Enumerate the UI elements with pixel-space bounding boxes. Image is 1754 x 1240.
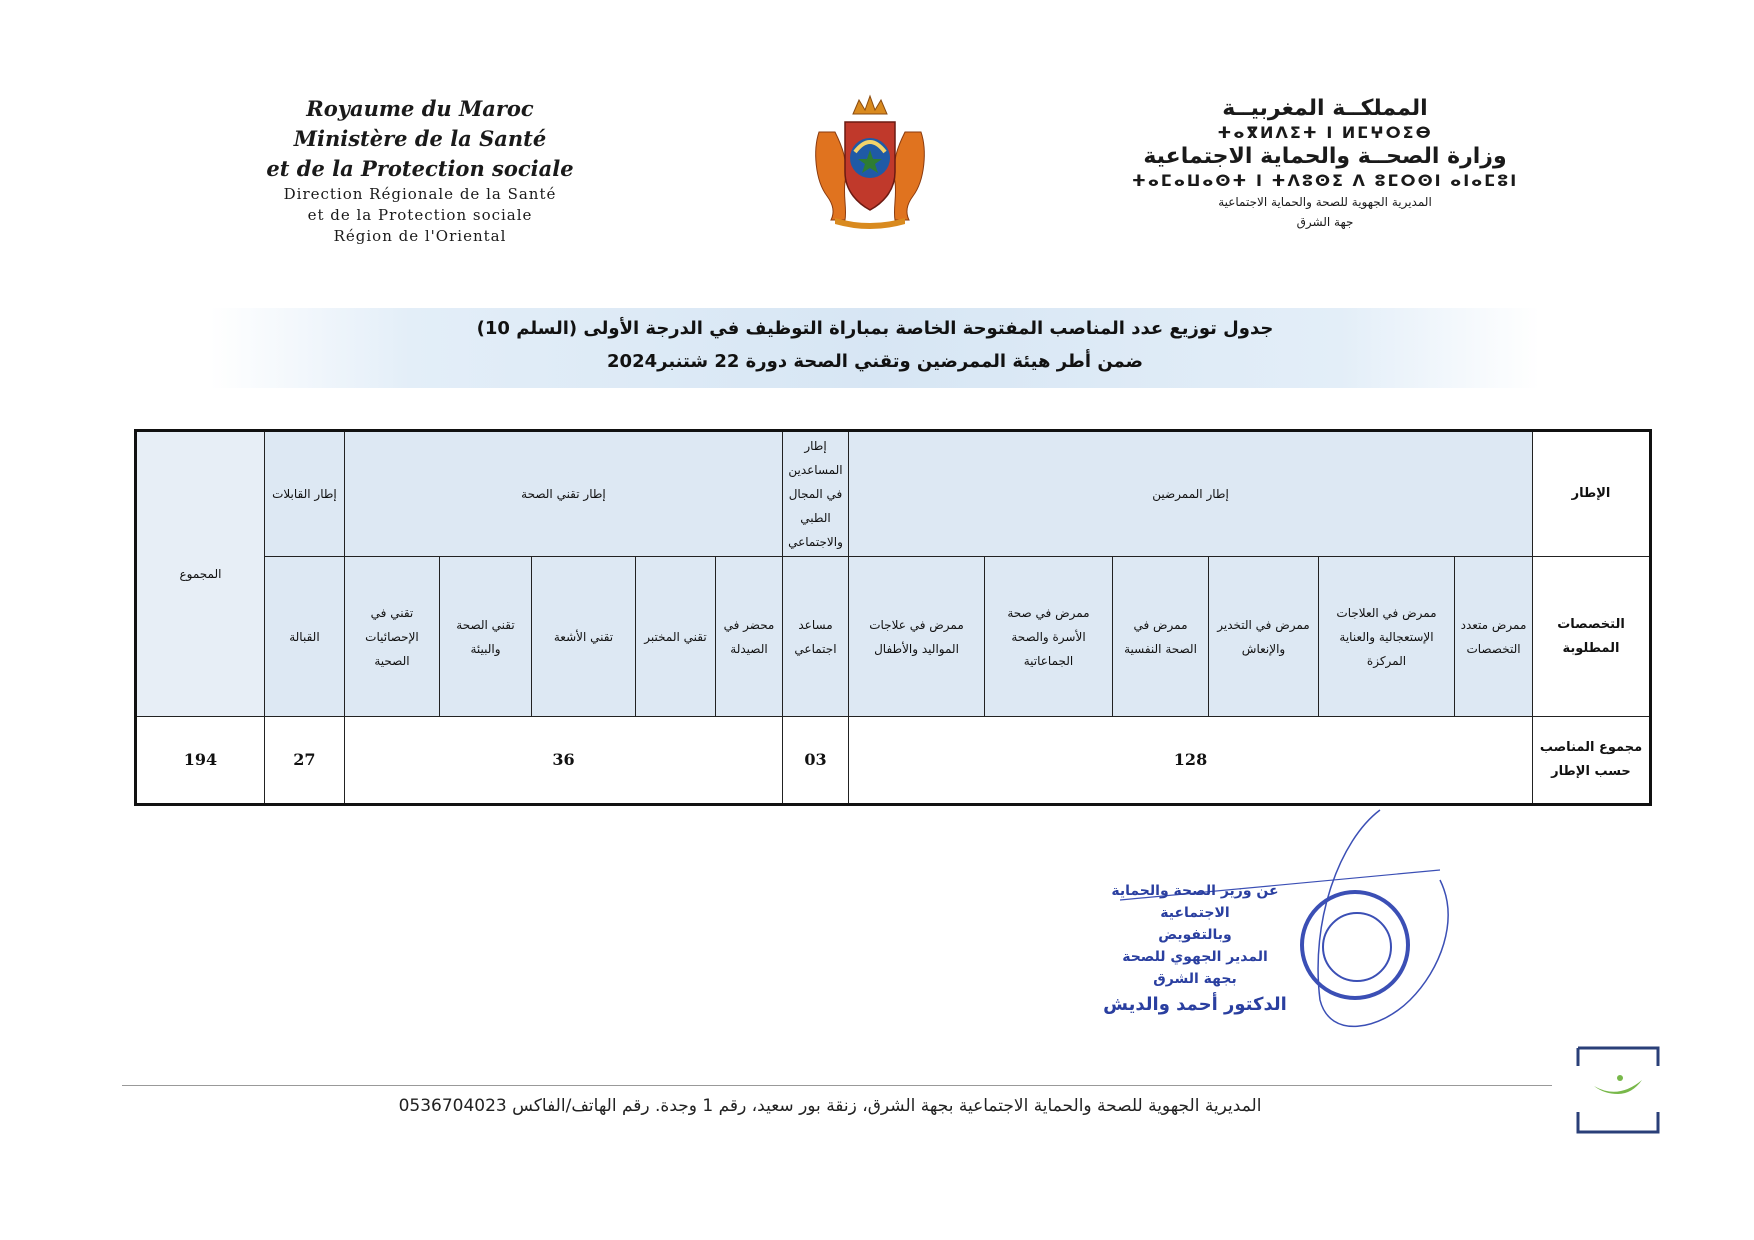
specialty-nurse-multi: ممرض متعدد التخصصات [1455, 557, 1533, 717]
specialty-radiology-tech: تقني الأشعة [532, 557, 636, 717]
crescent-logo-icon [1572, 1046, 1664, 1134]
value-nurses: 128 [849, 717, 1533, 805]
ar-ministry: وزارة الصحــة والحماية الاجتماعية [1143, 144, 1507, 169]
royal-emblem-icon [805, 92, 935, 232]
value-midwives: 27 [264, 717, 344, 805]
specialty-nurse-anesthesia: ممرض في التخدير والإنعاش [1209, 557, 1319, 717]
header-frame-technicians: إطار تقني الصحة [344, 431, 782, 557]
signature-line-2: وبالتفويض [1158, 927, 1232, 943]
ar-direction: المديرية الجهوية للصحة والحماية الاجتماعية [1218, 195, 1432, 209]
tifinagh-kingdom: ⵜⴰⴳⵍⴷⵉⵜ ⵏ ⵍⵎⵖⵔⵉⴱ [1217, 123, 1433, 142]
fr-ministry: Ministère de la Santé [293, 126, 547, 151]
specialty-social-assistant: مساعد اجتماعي [783, 557, 849, 717]
signatory-name: الدكتور أحمد والديش [1103, 994, 1287, 1015]
fr-ministry-2: et de la Protection sociale [266, 156, 574, 181]
arabic-header [1090, 96, 1560, 232]
posts-table [134, 429, 1652, 806]
specialty-env-health-tech: تقني الصحة والبيئة [440, 557, 532, 717]
specialty-pharmacy: محضر في الصيدلة [716, 557, 783, 717]
tifinagh-ministry: ⵜⴰⵎⴰⵡⴰⵙⵜ ⵏ ⵜⴷⵓⵙⵉ ⴷ ⵓⵎⵔⵙⵏ ⴰⵏⴰⵎⵓⵏ [1131, 171, 1519, 190]
ar-region: جهة الشرق [1296, 215, 1354, 229]
signature-block [1080, 800, 1500, 1050]
page-subtitle: ضمن أطر هيئة الممرضين وتقني الصحة دورة 22 شتنبر2024 [607, 351, 1143, 372]
specialty-midwife: القبالة [264, 557, 344, 717]
page-title: جدول توزيع عدد المناصب المفتوحة الخاصة بمباراة التوظيف في الدرجة الأولى (السلم 10) [476, 318, 1274, 339]
value-assistants: 03 [783, 717, 849, 805]
footer-rule [122, 1085, 1552, 1086]
fr-direction: Direction Régionale de la Santé [283, 185, 557, 203]
header-frame-label: الإطار [1533, 431, 1651, 557]
specialty-nurse-emergency: ممرض في العلاجات الإستعجالية والعناية المركزة [1319, 557, 1455, 717]
signature-line-1: عن وزير الصحة والحماية الاجتماعية [1111, 883, 1279, 921]
footer-address: المديرية الجهوية للصحة والحماية الاجتماعية بجهة الشرق، زنقة بور سعيد، رقم 1 وجدة. رقم الهاتف/الفاكس 0536704023 [398, 1096, 1262, 1116]
fr-region: Région de l'Oriental [333, 227, 507, 245]
ar-kingdom: المملكــة المغربيــة [1222, 96, 1428, 121]
specialty-nurse-mental: ممرض في الصحة النفسية [1113, 557, 1209, 717]
specialty-nurse-neonatal: ممرض في علاجات المواليد والأطفال [849, 557, 985, 717]
header-total: المجموع [136, 431, 265, 717]
fr-direction-2: et de la Protection sociale [307, 206, 533, 224]
specialty-lab-tech: تقني المختبر [636, 557, 716, 717]
official-stamp-icon [1300, 890, 1410, 1000]
row-total-posts-label: مجموع المناصب حسب الإطار [1533, 717, 1651, 805]
signature-line-4: بجهة الشرق [1153, 971, 1237, 987]
french-header [190, 94, 650, 247]
header-frame-midwives: إطار القابلات [264, 431, 344, 557]
specialty-stats-tech: تقني في الإحصائيات الصحية [344, 557, 439, 717]
header-frame-nurses: إطار الممرضين [849, 431, 1533, 557]
specialty-nurse-family: ممرض في صحة الأسرة والصحة الجماعاتية [985, 557, 1113, 717]
header-frame-assistants: إطار المساعدين في المجال الطبي والاجتماعي [783, 431, 849, 557]
title-band [210, 308, 1540, 388]
header-specialties-label: التخصصات المطلوبة [1533, 557, 1651, 717]
signature-line-3: المدير الجهوي للصحة [1122, 949, 1268, 965]
value-technicians: 36 [344, 717, 782, 805]
fr-kingdom: Royaume du Maroc [306, 96, 534, 121]
value-total: 194 [136, 717, 265, 805]
